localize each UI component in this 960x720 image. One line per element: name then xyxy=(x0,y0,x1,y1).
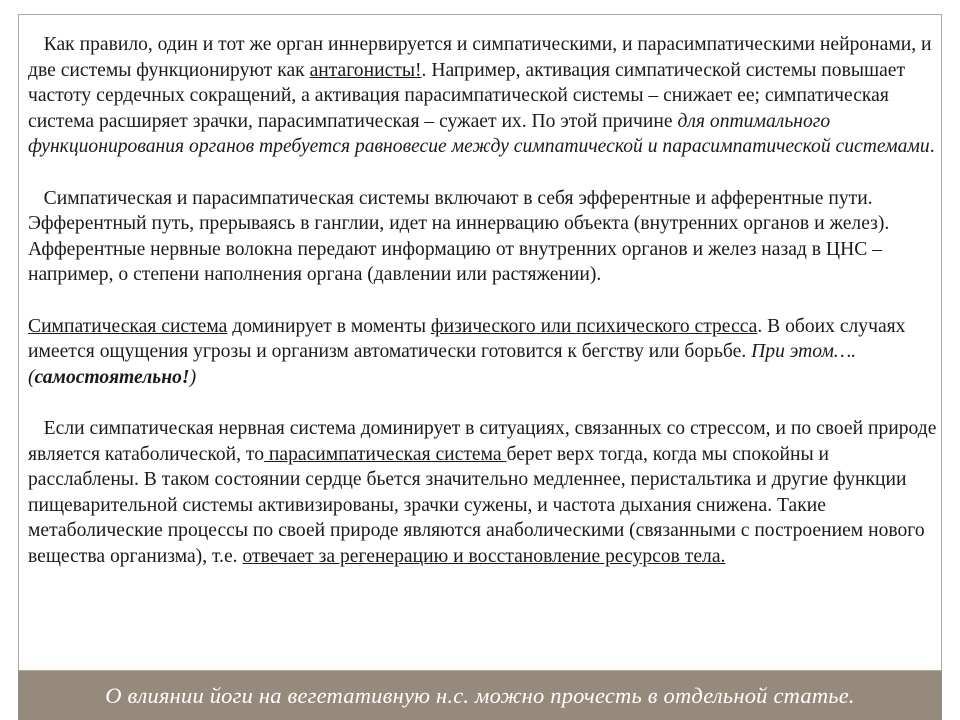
slide-body xyxy=(28,32,938,569)
text-run: Как правило, один и тот же орган иннервируется и симпатическими, и парасимпатическими нейронами, и две системы функционируют как xyxy=(28,34,932,81)
text-run: Симпатическая и парасимпатическая системы включают в себя эфферентные и афферентные пути. Эфферентный путь, прерываясь в ганглии, идет на иннервацию объекта (внутренних органов и желез). Афферентные нервные волокна передают информацию от внутренних органов и желез назад в ЦНС – например, о степени наполнения органа (давлении или растяжении). xyxy=(28,187,890,286)
underlined-term-antagonists: антагонисты! xyxy=(309,59,422,81)
paragraph-parasympathetic xyxy=(28,416,938,570)
text-run: берет верх тогда, когда мы спокойны и расслаблены. В таком состоянии сердце бьется значительно медленнее, перистальтика и другие функции пищеварительной системы активизированы, зрачки сужены, и частота дыхания снижена. Такие метаболические процессы по своей природе являются анаболическими (связанными с построением нового вещества организма), т.е. xyxy=(28,443,925,567)
text-run: . xyxy=(929,136,935,158)
underlined-term-stress: физического или психического стресса xyxy=(430,315,758,337)
underlined-term-regeneration: отвечает за регенерацию и восстановление ресурсов тела. xyxy=(242,545,726,567)
paragraph-pathways xyxy=(28,186,938,288)
footer-note: О влиянии йоги на вегетативную н.с. можно прочесть в отдельной статье. xyxy=(105,682,855,708)
underlined-term-sympathetic-system: Симпатическая система xyxy=(28,315,228,337)
italic-prompt: При этом…. ( xyxy=(28,341,857,388)
text-run: . Например, активация симпатической системы повышает частоту сердечных сокращений, а активация парасимпатической системы – снижает ее; симпатическая система расширяет зрачки, парасимпатическая – сужает их. По этой причине xyxy=(28,59,906,132)
italic-close-paren: ) xyxy=(189,366,197,388)
bold-italic-self-study: самостоятельно! xyxy=(34,366,190,388)
underlined-term-parasympathetic-system: парасимпатическая система xyxy=(264,443,507,465)
text-run: . В обоих случаях имеется ощущения угрозы и организм автоматически готовится к бегству или борьбе. xyxy=(28,315,906,363)
paragraph-sympathetic xyxy=(28,314,938,391)
text-run: Если симпатическая нервная система доминирует в ситуациях, связанных со стрессом, и по своей природе является катаболической, то xyxy=(28,417,937,465)
text-run: доминирует в моменты xyxy=(227,315,431,337)
paragraph-antagonists xyxy=(28,32,938,160)
italic-emphasis-balance: для оптимального функционирования органов требуется равновесие между симпатической и парасимпатической системами xyxy=(28,110,930,158)
footer-bar xyxy=(18,671,942,720)
